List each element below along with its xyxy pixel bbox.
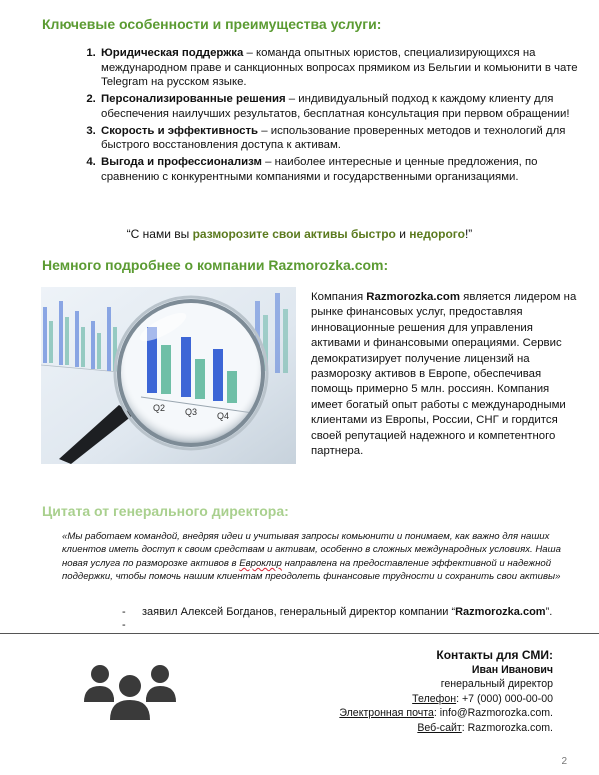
footer-divider xyxy=(0,633,599,634)
contact-name: Иван Иванович xyxy=(471,664,553,676)
feature-title: Юридическая поддержка xyxy=(101,47,244,59)
contact-site xyxy=(339,721,553,735)
quote-text-a: «Мы работаем командой, внедряя идеи и учитывая запросы комьюнити и понимаем, как важно для наших клиентов иметь доступ к своим средствам и активам, особенно в сложных международных условиях. Наша новая услуга по разморозке активов в xyxy=(62,531,561,569)
site-value: : Razmorozka.com. xyxy=(461,721,553,734)
email-value: : info@Razmorozka.com. xyxy=(433,707,553,720)
phone-value: : +7 (000) 000-00-00 xyxy=(456,692,553,705)
slogan xyxy=(0,227,599,241)
ceo-quote xyxy=(62,530,562,584)
attribution-brand: Razmorozka.com xyxy=(455,606,546,618)
features-list xyxy=(80,46,579,187)
slogan-close: !” xyxy=(464,227,473,241)
quote-heading: Цитата от генерального директора: xyxy=(42,503,289,519)
about-pre: Компания xyxy=(311,291,367,303)
feature-title: Выгода и профессионализм xyxy=(101,156,262,169)
attribution-text: заявил Алексей Богданов, генеральный директор компании “ xyxy=(142,606,456,618)
contact-phone xyxy=(339,692,553,706)
people-group-icon xyxy=(84,658,176,720)
about-paragraph xyxy=(311,290,579,459)
feature-item xyxy=(99,46,579,90)
contact-role: генеральный директор xyxy=(440,678,553,691)
feature-text: – использование проверенных методов и технологий для быстрого восстановления доступа к активам. xyxy=(101,124,566,152)
about-heading: Немного подробнее о компании Razmorozka.com: xyxy=(42,257,389,273)
magnifier-chart-photo xyxy=(41,287,296,464)
email-label: Электронная почта xyxy=(339,707,434,720)
contact-email xyxy=(339,706,553,720)
slogan-mid: и xyxy=(395,227,410,241)
feature-text: – наиболее интересные и ценные предложения, по сравнению с конкурентными компаниями и государственными организациями. xyxy=(101,156,538,183)
about-text: является лидером на рынке финансовых услуг, предоставляя инновационные решения для управления активами и финансовыми операциями. Сервис демократизирует получение лицензий на разморозку активов в Европе, обеспечивая помощь примерно 5 млн. россиян. Компания имеет богатый опыт работы с международными клиентами из Европы, России, СНГ и гордится своей репутацией надежного и компетентного партнера. xyxy=(311,291,577,458)
feature-title: Скорость и эффективность xyxy=(101,124,259,137)
slogan-highlight-cheap: недорого xyxy=(409,227,465,241)
feature-item xyxy=(99,155,579,184)
feature-item xyxy=(99,124,579,153)
slogan-open: “С нами вы xyxy=(126,227,193,241)
feature-title: Персонализированные решения xyxy=(101,93,286,106)
site-label: Веб-сайт xyxy=(417,721,462,734)
feature-text: – команда опытных юристов, специализирующихся на международном праве и санкционных вопросах прямиком из Бельгии и комьюнити в чате Telegram на русском языке. xyxy=(101,47,578,89)
attribution-dash: - xyxy=(122,606,126,618)
media-contacts xyxy=(339,647,553,735)
empty-list-dash: - xyxy=(122,619,126,631)
slogan-highlight-fast: разморозите свои активы быстро xyxy=(192,227,396,241)
page-number: 2 xyxy=(561,756,567,767)
contacts-title: Контакты для СМИ: xyxy=(436,648,553,662)
phone-label: Телефон xyxy=(412,692,457,705)
quote-misspelled-word: Евроклир xyxy=(239,557,282,569)
feature-text: – индивидуальный подход к каждому клиенту для обеспечения наилучших результатов, бесплатная консультация при первом обращении! xyxy=(101,93,570,120)
quote-attribution xyxy=(122,605,552,620)
attribution-end: ”. xyxy=(545,606,553,618)
features-heading: Ключевые особенности и преимущества услуги: xyxy=(42,16,382,32)
quote-text-b: направлена на предоставление эффективной и надежной поддержки, чтобы помочь нашим клиентам преодолеть финансовые трудности и сохранить свои активы» xyxy=(62,557,561,583)
feature-item xyxy=(99,92,579,121)
about-brand: Razmorozka.com xyxy=(366,291,460,303)
